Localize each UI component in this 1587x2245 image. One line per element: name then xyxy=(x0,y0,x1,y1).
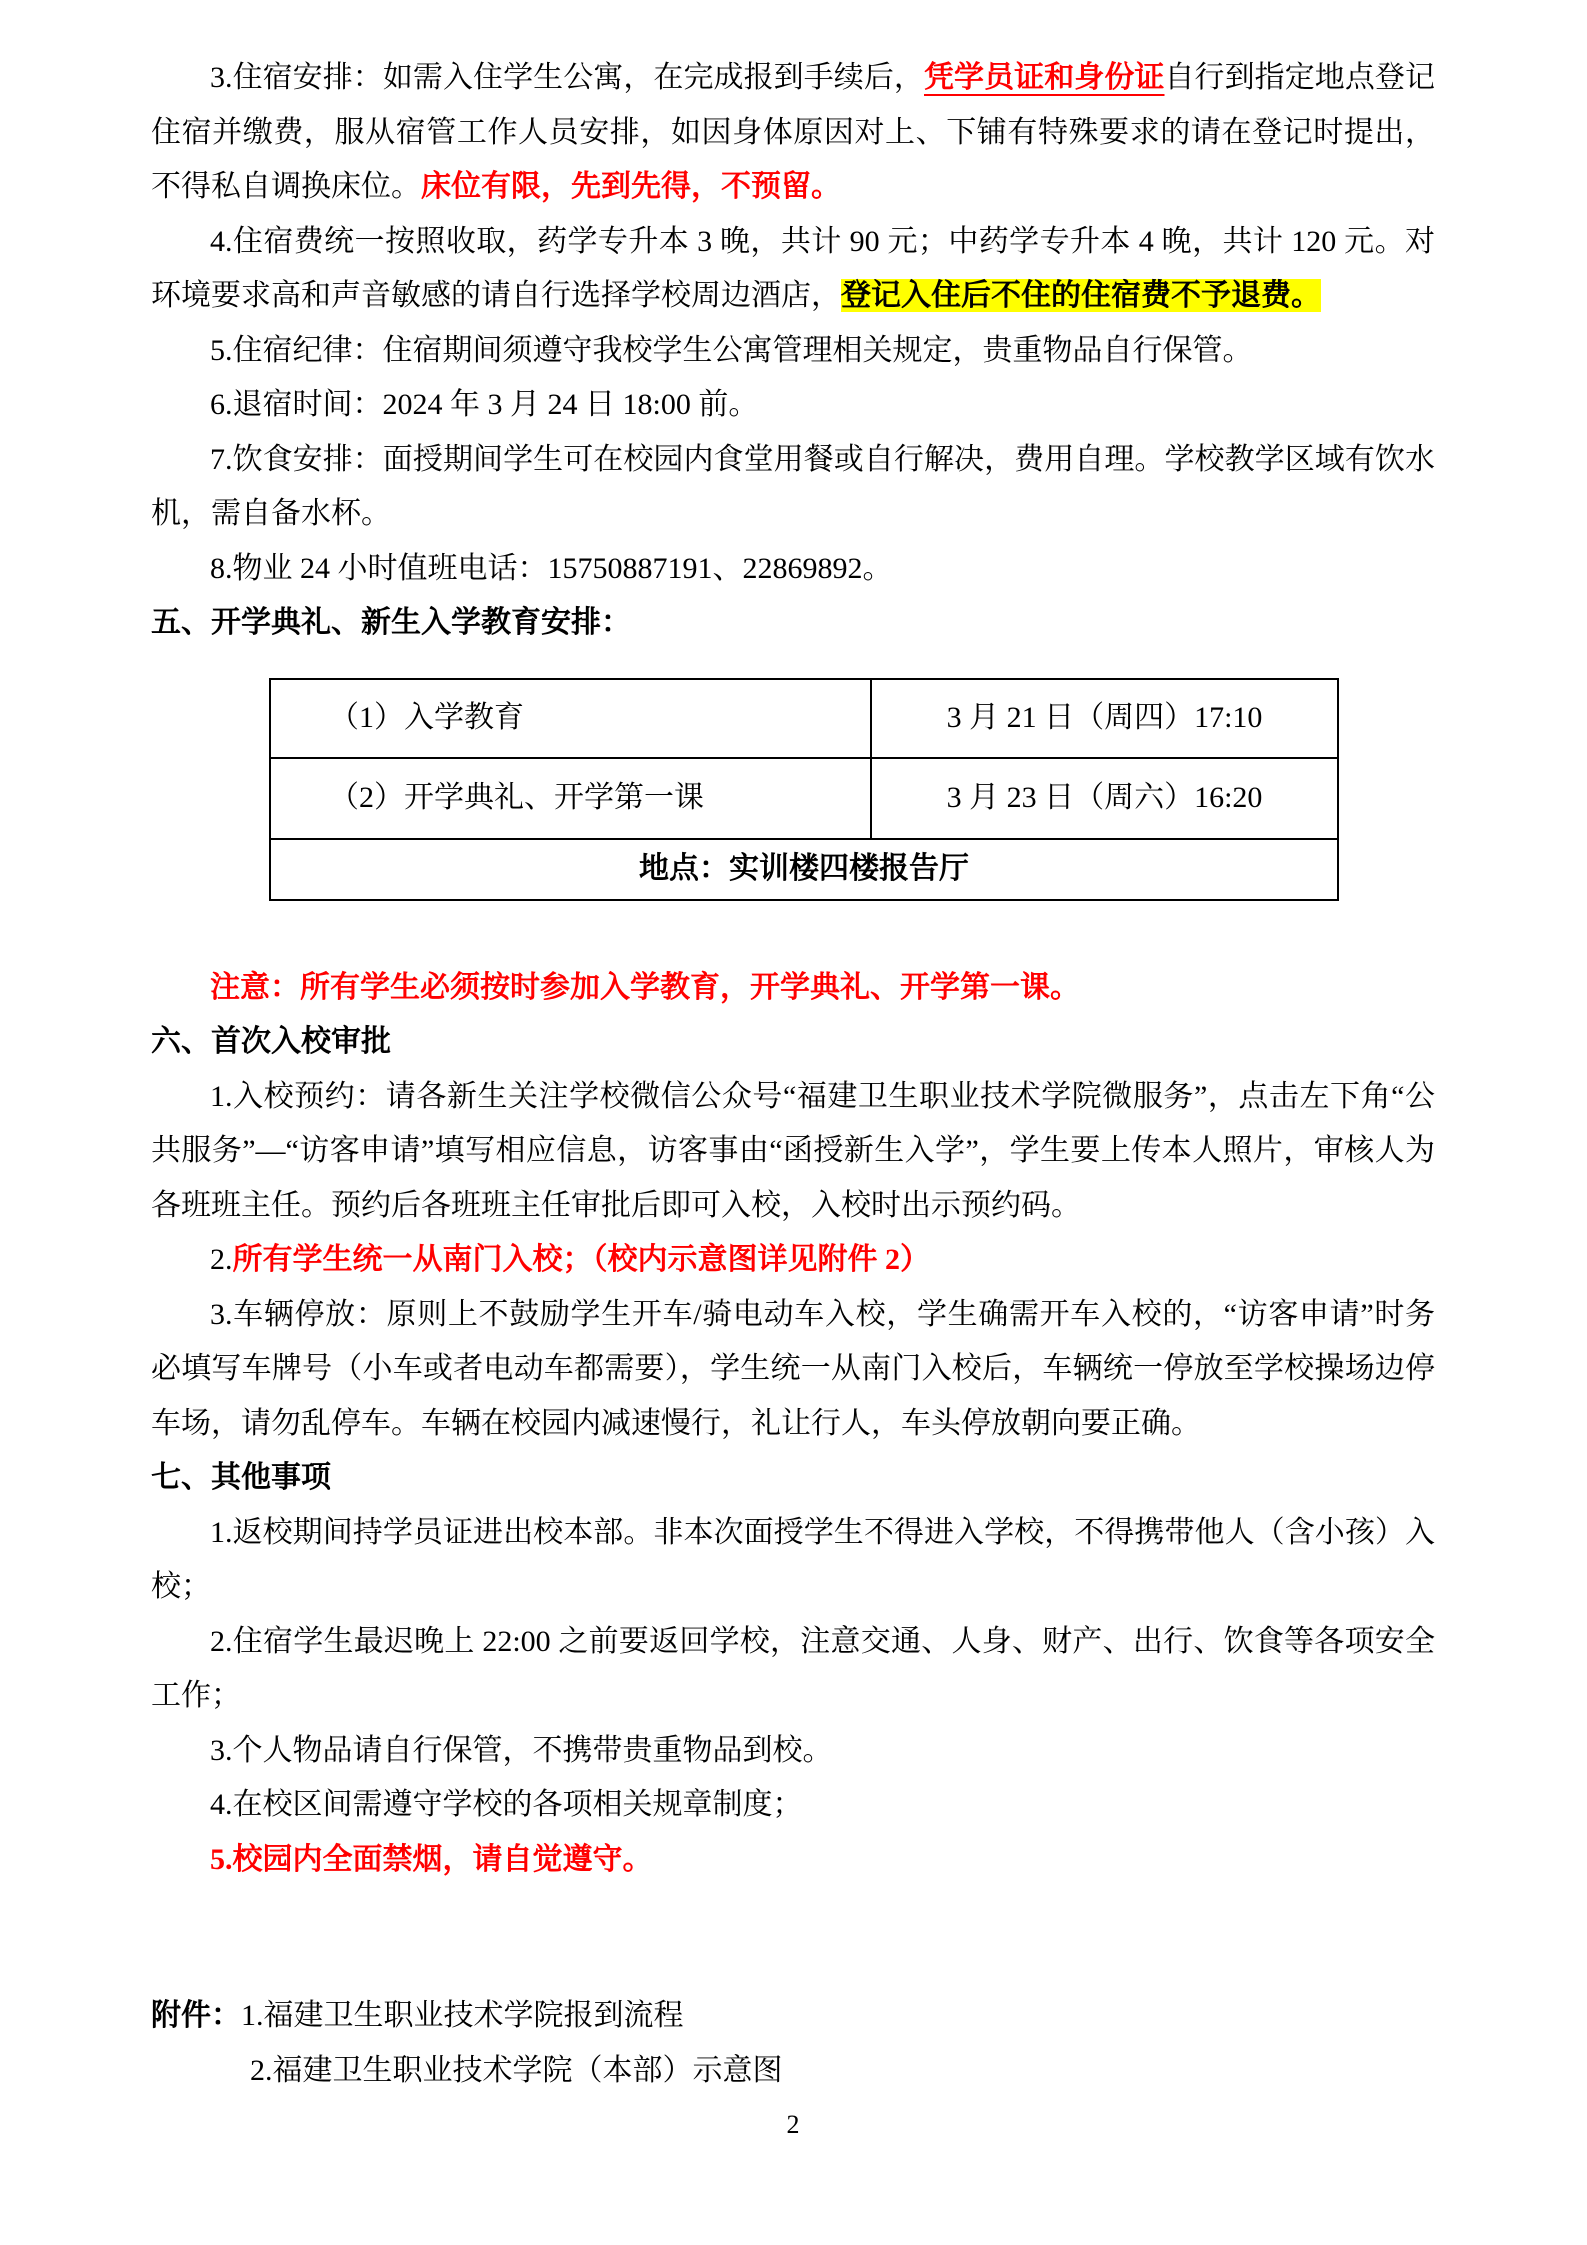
para-campus-access xyxy=(151,1506,1435,1615)
page-number xyxy=(151,2098,1435,2153)
text-run: 6.退宿时间：2024 年 3 月 24 日 18:00 前。 xyxy=(210,388,759,421)
text-run: 7.饮食安排：面授期间学生可在校园内食堂用餐或自行解决，费用自理。学校教学区域有饮水机，需自备水杯。 xyxy=(151,442,1435,530)
table-row xyxy=(270,679,1338,758)
table-row-location xyxy=(270,839,1338,900)
table-cell-event: （2）开学典礼、开学第一课 xyxy=(270,758,871,839)
para-personal-items xyxy=(151,1724,1435,1779)
table-cell-location: 地点：实训楼四楼报告厅 xyxy=(270,839,1338,900)
para-property-phone xyxy=(151,542,1435,597)
text-run-red: 所有学生统一从南门入校；（校内示意图详见附件 2） xyxy=(232,1243,930,1276)
attachments-line-1 xyxy=(151,1989,1435,2044)
para-accommodation-fee xyxy=(151,215,1435,324)
text-run: 4.住宿费统一按照收取，药学专升本 3 晚，共计 90 元；中药学专升本 4 晚，共计 120 元。对环境要求高和声音敏感的请自行选择学校周边酒店， xyxy=(151,224,1435,312)
para-curfew xyxy=(151,1615,1435,1724)
text-run-red: 注意：所有学生必须按时参加入学教育，开学典礼、开学第一课。 xyxy=(210,970,1080,1004)
page-number-text: 2 xyxy=(786,2110,800,2139)
text-run-red-underline: 凭学员证和身份证 xyxy=(924,61,1165,94)
heading-text: 五、开学典礼、新生入学教育安排： xyxy=(151,606,631,639)
text-run: 4.在校区间需遵守学校的各项相关规章制度； xyxy=(210,1788,803,1821)
attachment-item: 1.福建卫生职业技术学院报到流程 xyxy=(241,1999,684,2032)
para-south-gate-entry xyxy=(151,1233,1435,1288)
text-run-highlighted: 登记入住后不住的住宿费不予退费。 xyxy=(841,279,1321,312)
para-attention-notice xyxy=(151,961,1435,1016)
para-accommodation-arrangement xyxy=(151,51,1435,215)
text-run: 3.车辆停放：原则上不鼓励学生开车/骑电动车入校，学生确需开车入校的，“访客申请”时务必填写车牌号（小车或者电动车都需要），学生统一从南门入校后，车辆统一停放至学校操场边停车场，请勿乱停车。车辆在校园内减速慢行，礼让行人，车头停放朝向要正确。 xyxy=(151,1297,1435,1440)
para-checkout-time xyxy=(151,378,1435,433)
attachments-line-2 xyxy=(151,2044,1435,2099)
heading-text: 七、其他事项 xyxy=(151,1461,331,1494)
para-vehicle-parking xyxy=(151,1288,1435,1452)
heading-text: 六、首次入校审批 xyxy=(151,1025,391,1058)
para-entry-reservation xyxy=(151,1070,1435,1234)
table-row xyxy=(270,758,1338,839)
text-run: 1.入校预约：请各新生关注学校微信公众号“福建卫生职业技术学院微服务”，点击左下角“公共服务”—“访客申请”填写相应信息，访客事由“函授新生入学”，学生要上传本人照片，审核人为各班班主任。预约后各班班主任审批后即可入校，入校时出示预约码。 xyxy=(151,1079,1435,1222)
heading-section-5-ceremony xyxy=(151,596,1435,651)
heading-section-7-other-matters xyxy=(151,1451,1435,1506)
table-cell-time: 3 月 21 日（周四）17:10 xyxy=(871,679,1338,758)
attachment-item: 2.福建卫生职业技术学院（本部）示意图 xyxy=(250,2053,783,2087)
ceremony-schedule-table xyxy=(269,678,1339,901)
text-run: 3.个人物品请自行保管，不携带贵重物品到校。 xyxy=(210,1733,833,1767)
para-no-smoking xyxy=(151,1833,1435,1888)
text-run: 5.住宿纪律：住宿期间须遵守我校学生公寓管理相关规定，贵重物品自行保管。 xyxy=(210,333,1253,367)
text-run: 8.物业 24 小时值班电话：15750887191、22869892。 xyxy=(210,551,893,585)
text-run-red: 床位有限，先到先得，不预留。 xyxy=(421,170,841,203)
attachments-label: 附件： xyxy=(151,1999,241,2032)
text-run: 3.住宿安排：如需入住学生公寓，在完成报到手续后， xyxy=(210,61,924,94)
para-campus-rules xyxy=(151,1778,1435,1833)
text-run-red: 5.校园内全面禁烟，请自觉遵守。 xyxy=(210,1842,653,1876)
text-run: 自行到指定地点登记住宿并缴费，服从宿管工作人员安排，如因身体原因对上、下铺有特殊要求的请在登记时提出，不得私自调换床位。 xyxy=(151,61,1435,203)
para-dining-arrangement xyxy=(151,433,1435,542)
text-run: 2. xyxy=(210,1243,233,1276)
heading-section-6-entry-approval xyxy=(151,1015,1435,1070)
table-cell-time: 3 月 23 日（周六）16:20 xyxy=(871,758,1338,839)
table-cell-event: （1）入学教育 xyxy=(270,679,871,758)
para-accommodation-discipline xyxy=(151,324,1435,379)
text-run: 2.住宿学生最迟晚上 22:00 之前要返回学校，注意交通、人身、财产、出行、饮食等各项安全工作； xyxy=(151,1624,1435,1712)
text-run: 1.返校期间持学员证进出校本部。非本次面授学生不得进入学校，不得携带他人（含小孩）入校； xyxy=(151,1515,1435,1603)
